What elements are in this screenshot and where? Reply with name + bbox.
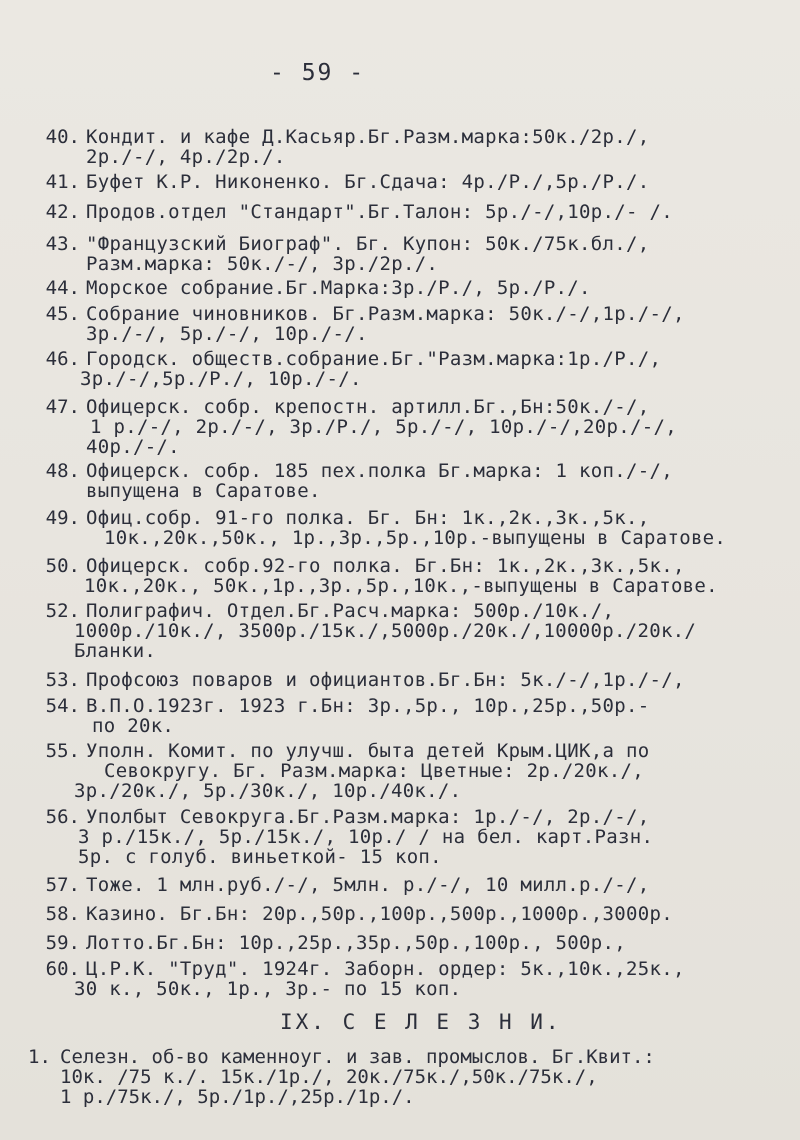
entry-line: Уполн. Комит. по улучш. быта детей Крым.ЦИК,а по xyxy=(86,740,650,762)
entry-line: 40р./-/. xyxy=(86,436,180,458)
entry-number: 58. xyxy=(45,903,80,925)
entry-line: 3р./-/,5р./Р./, 10р./-/. xyxy=(80,368,362,390)
entry-number: 55. xyxy=(45,740,80,762)
entry-line: Офиц.собр. 91-го полка. Бг. Бн: 1к.,2к.,3к.,5к., xyxy=(86,507,650,529)
entry-line: Продов.отдел "Стандарт".Бг.Талон: 5р./-/,10р./- /. xyxy=(86,201,673,223)
entry-line: Офицерск. собр.92-го полка. Бг.Бн: 1к.,2к.,3к.,5к., xyxy=(86,555,685,577)
entry-line: 1000р./10к./, 3500р./15к./,5000р./20к./,10000р./20к./ xyxy=(74,620,697,642)
entry-number: 1. xyxy=(28,1046,51,1068)
entry-line: Севокругу. Бг. Разм.марка: Цветные: 2р./20к./, xyxy=(104,760,644,782)
entry-line: Ц.Р.К. "Труд". 1924г. Заборн. ордер: 5к.,10к.,25к., xyxy=(86,958,685,980)
entry-line: Буфет К.Р. Никоненко. Бг.Сдача: 4р./Р./,5р./Р./. xyxy=(86,171,650,193)
entry-number: 59. xyxy=(45,932,80,954)
section-title: IX. С Е Л Е З Н И. xyxy=(280,1010,562,1034)
entry-line: по 20к. xyxy=(92,715,175,737)
entry-number: 43. xyxy=(45,233,80,255)
entry-number: 42. xyxy=(45,201,80,223)
entry-line: Городск. обществ.собрание.Бг."Разм.марка:1р./Р./, xyxy=(86,348,662,370)
entry-line: Казино. Бг.Бн: 20р.,50р.,100р.,500р.,1000р.,3000р. xyxy=(86,903,673,925)
entry-number: 45. xyxy=(45,303,80,325)
entry-line: Селезн. об-во каменноуг. и зав. промыслов. Бг.Квит.: xyxy=(60,1046,655,1068)
entry-line: Морское собрание.Бг.Марка:3р./Р./, 5р./Р./. xyxy=(86,277,591,299)
entry-number: 54. xyxy=(45,695,80,717)
entry-line: "Французский Биограф". Бг. Купон: 50к./75к.бл./, xyxy=(86,233,650,255)
entry-number: 57. xyxy=(45,874,80,896)
entry-line: выпущена в Саратове. xyxy=(86,480,321,502)
entry-line: 3 р./15к./, 5р./15к./, 10р./ / на бел. карт.Разн. xyxy=(78,826,654,848)
entry-line: Бланки. xyxy=(74,640,157,662)
entry-number: 40. xyxy=(45,126,80,148)
page-number: - 59 - xyxy=(270,60,366,86)
entry-line: Тоже. 1 млн.руб./-/, 5млн. р./-/, 10 милл.р./-/, xyxy=(86,874,650,896)
entry-line: 1 р./-/, 2р./-/, 3р./Р./, 5р./-/, 10р./-/,20р./-/, xyxy=(90,416,677,438)
entry-line: 10к. /75 к./. 15к./1р./, 20к./75к./,50к./75к./, xyxy=(60,1066,598,1088)
entry-line: Собрание чиновников. Бг.Разм.марка: 50к./-/,1р./-/, xyxy=(86,303,685,325)
entry-line: Уполбыт Севокруга.Бг.Разм.марка: 1р./-/, 2р./-/, xyxy=(86,806,650,828)
entry-line: Профсоюз поваров и официантов.Бг.Бн: 5к./-/,1р./-/, xyxy=(86,669,685,691)
entry-number: 47. xyxy=(45,396,80,418)
entry-line: 10к.,20к., 50к.,1р.,3р.,5р.,10к.,-выпущены в Саратове. xyxy=(84,575,718,597)
entry-number: 44. xyxy=(45,277,80,299)
entry-line: Офицерск. собр. 185 пех.полка Бг.марка: 1 коп./-/, xyxy=(86,460,673,482)
entry-number: 60. xyxy=(45,958,80,980)
entry-number: 56. xyxy=(45,806,80,828)
entry-line: 30 к., 50к., 1р., 3р.- по 15 коп. xyxy=(74,978,462,1000)
entry-number: 52. xyxy=(45,600,80,622)
entry-line: Кондит. и кафе Д.Касьяр.Бг.Разм.марка:50к./2р./, xyxy=(86,126,650,148)
entry-line: 3р./20к./, 5р./30к./, 10р./40к./. xyxy=(74,780,462,802)
entry-line: 3р./-/, 5р./-/, 10р./-/. xyxy=(86,323,368,345)
entry-number: 49. xyxy=(45,507,80,529)
entry-line: Лотто.Бг.Бн: 10р.,25р.,35р.,50р.,100р., 500р., xyxy=(86,932,626,954)
entry-line: В.П.О.1923г. 1923 г.Бн: 3р.,5р., 10р.,25р.,50р.- xyxy=(86,695,650,717)
entry-line: 10к.,20к.,50к., 1р.,3р.,5р.,10р.-выпущены в Саратове. xyxy=(104,527,727,549)
entry-line: 1 р./75к./, 5р./1р./,25р./1р./. xyxy=(60,1086,415,1108)
entry-line: 5р. с голуб. виньеткой- 15 коп. xyxy=(78,846,442,868)
entry-number: 48. xyxy=(45,460,80,482)
entry-number: 53. xyxy=(45,669,80,691)
entry-line: Полиграфич. Отдел.Бг.Расч.марка: 500р./10к./, xyxy=(86,600,615,622)
entry-line: 2р./-/, 4р./2р./. xyxy=(86,146,286,168)
entry-number: 41. xyxy=(45,171,80,193)
entry-line: Разм.марка: 50к./-/, 3р./2р./. xyxy=(86,253,439,275)
entry-line: Офицерск. собр. крепостн. артилл.Бг.,Бн:50к./-/, xyxy=(86,396,650,418)
entry-number: 50. xyxy=(45,555,80,577)
entry-number: 46. xyxy=(45,348,80,370)
